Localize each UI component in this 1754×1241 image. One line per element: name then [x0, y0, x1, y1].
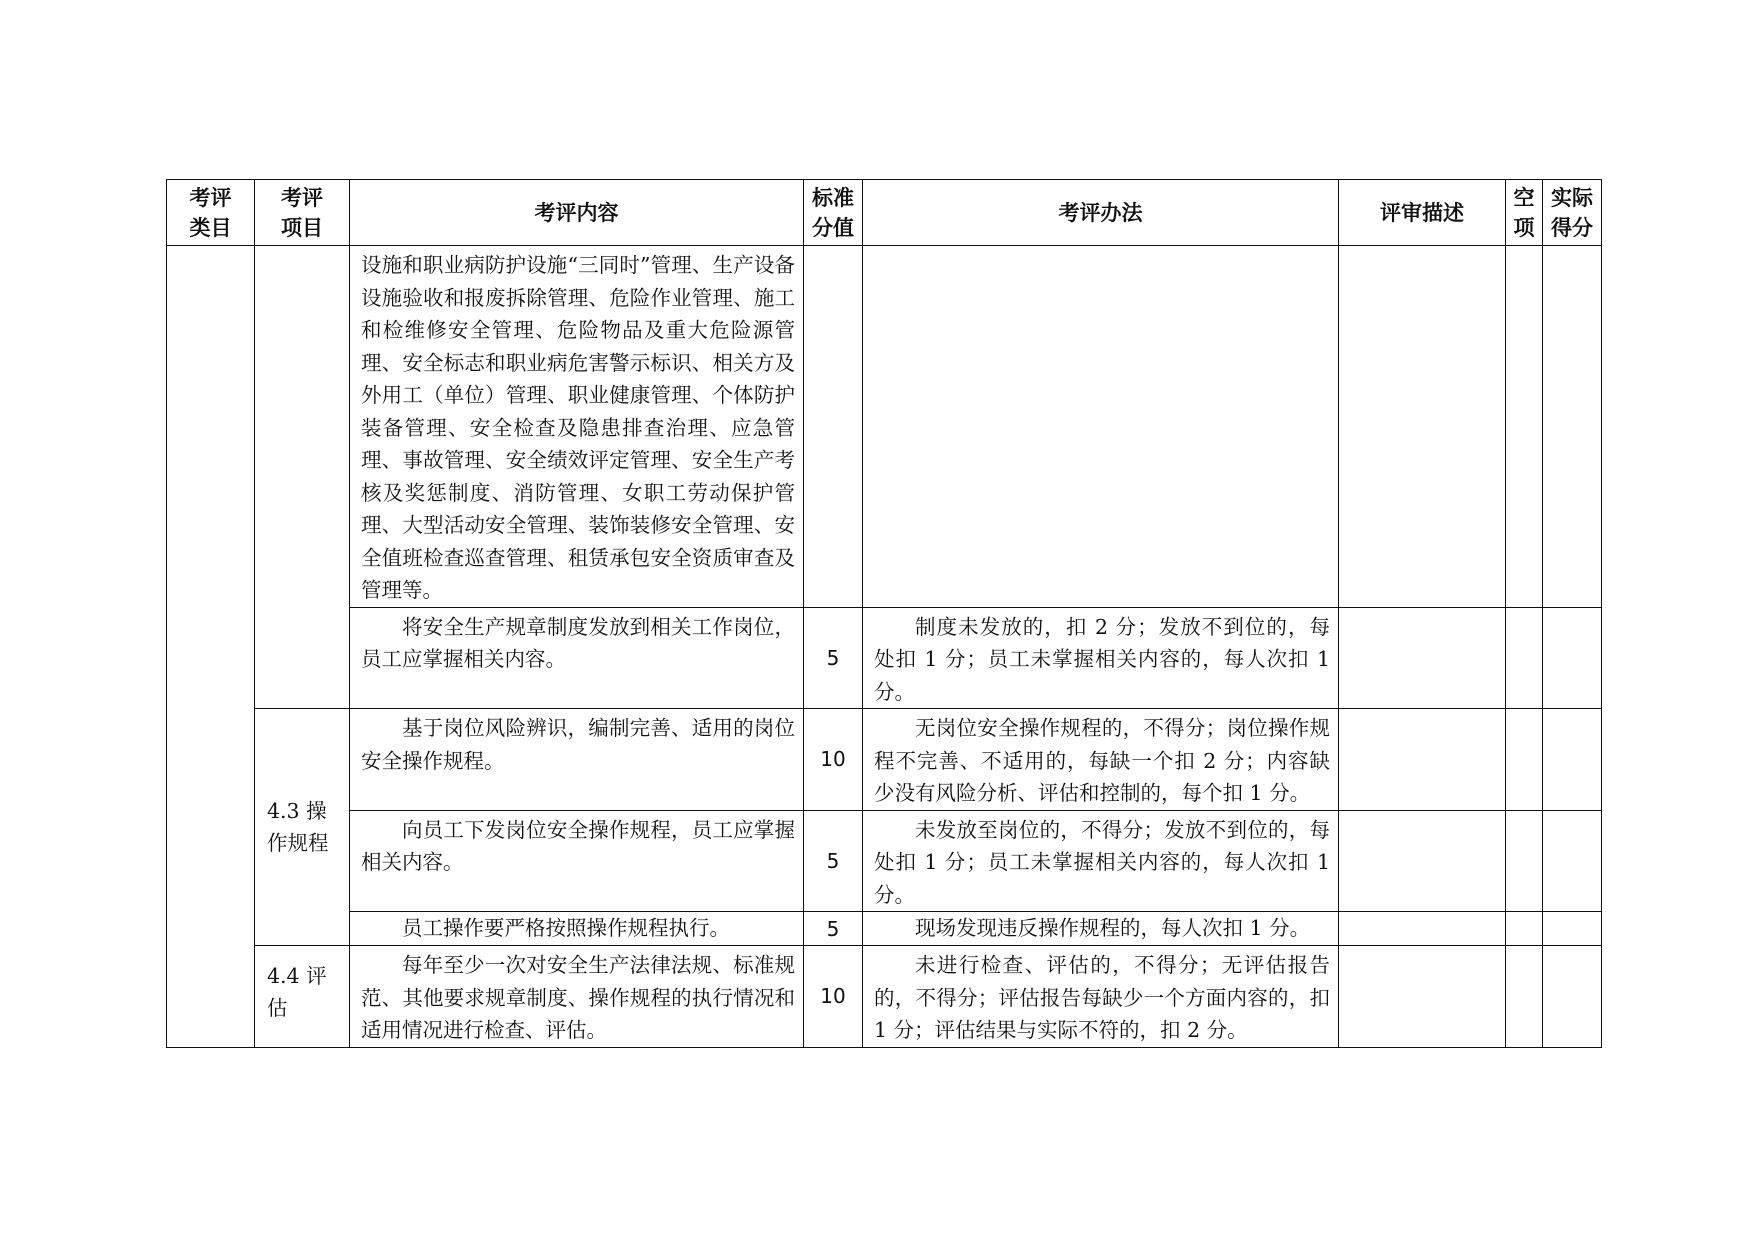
header-standard-score-label: 标准 分值 — [812, 185, 854, 240]
project-cell — [255, 246, 350, 709]
project-cell — [255, 709, 350, 946]
review-desc-cell[interactable] — [1339, 709, 1506, 811]
method-text: 制度未发放的，扣 2 分；发放不到位的，每处扣 1 分；员工未掌握相关内容的，每人次扣 1 分。 — [874, 614, 1330, 704]
header-category-label: 考评 类目 — [189, 185, 232, 240]
method-cell — [863, 912, 1339, 946]
content-text: 每年至少一次对安全生产法律法规、标准规范、其他要求规章制度、操作规程的执行情况和适用情况进行检查、评估。 — [361, 953, 795, 1042]
content-text: 员工操作要严格按照操作规程执行。 — [402, 916, 730, 940]
project-cell — [255, 946, 350, 1048]
actual-score-cell[interactable] — [1543, 946, 1602, 1048]
actual-score-cell[interactable] — [1543, 607, 1602, 709]
header-review-desc — [1339, 180, 1506, 246]
method-text: 现场发现违反操作规程的，每人次扣 1 分。 — [915, 916, 1311, 940]
method-cell — [863, 810, 1339, 912]
header-review-desc-label: 评审描述 — [1380, 200, 1464, 225]
actual-score-cell[interactable] — [1543, 709, 1602, 811]
evaluation-table — [166, 179, 1602, 1048]
method-cell — [863, 607, 1339, 709]
actual-score-cell[interactable] — [1543, 810, 1602, 912]
review-desc-cell[interactable] — [1339, 946, 1506, 1048]
review-desc-cell[interactable] — [1339, 607, 1506, 709]
content-cell — [350, 946, 804, 1048]
method-cell — [863, 709, 1339, 811]
header-method-label: 考评办法 — [1058, 200, 1143, 225]
table-row — [167, 246, 1602, 608]
table-row — [167, 607, 1602, 709]
table-row — [167, 912, 1602, 946]
method-text: 未进行检查、评估的，不得分；无评估报告的，不得分；评估报告每缺少一个方面内容的，扣 1 分；评估结果与实际不符的，扣 2 分。 — [874, 953, 1330, 1042]
score-cell: 5 — [804, 607, 863, 709]
review-desc-cell[interactable] — [1339, 246, 1506, 608]
content-text: 将安全生产规章制度发放到相关工作岗位，员工应掌握相关内容。 — [361, 614, 795, 671]
header-row — [167, 180, 1602, 246]
blank-cell[interactable] — [1506, 912, 1543, 946]
score-cell: 5 — [804, 810, 863, 912]
blank-cell[interactable] — [1506, 709, 1543, 811]
method-cell — [863, 946, 1339, 1048]
blank-cell[interactable] — [1506, 607, 1543, 709]
header-method — [863, 180, 1339, 246]
review-desc-cell[interactable] — [1339, 810, 1506, 912]
content-cell — [350, 810, 804, 912]
table-row — [167, 709, 1602, 811]
project-label: 4.4 评估 — [267, 964, 327, 1020]
method-text: 无岗位安全操作规程的，不得分；岗位操作规程不完善、不适用的，每缺一个扣 2 分；内容缺少没有风险分析、评估和控制的，每个扣 1 分。 — [874, 716, 1330, 805]
header-project-label: 考评 项目 — [281, 185, 323, 240]
header-blank-label: 空 项 — [1513, 185, 1535, 240]
score-cell: 5 — [804, 912, 863, 946]
blank-cell[interactable] — [1506, 946, 1543, 1048]
score-cell: 10 — [804, 709, 863, 811]
category-cell — [167, 246, 255, 1048]
header-blank — [1506, 180, 1543, 246]
method-text: 未发放至岗位的，不得分；发放不到位的，每处扣 1 分；员工未掌握相关内容的，每人次扣 1 分。 — [874, 817, 1330, 907]
table-row — [167, 946, 1602, 1048]
content-text: 向员工下发岗位安全操作规程，员工应掌握相关内容。 — [361, 817, 795, 874]
project-label: 4.3 操作规程 — [267, 799, 329, 855]
blank-cell[interactable] — [1506, 810, 1543, 912]
score-cell — [804, 246, 863, 608]
header-project — [255, 180, 350, 246]
header-category — [167, 180, 255, 246]
content-text: 设施和职业病防护设施“三同时”管理、生产设备设施验收和报废拆除管理、危险作业管理、施工和检维修安全管理、危险物品及重大危险源管理、安全标志和职业病危害警示标识、相关方及外用工（单位）管理、职业健康管理、个体防护装备管理、安全检查及隐患排查治理、应急管理、事故管理、安全绩效评定管理、安全生产考核及奖惩制度、消防管理、女职工劳动保护管理、大型活动安全管理、装饰装修安全管理、安全值班检查巡查管理、租赁承包安全资质审查及管理等。 — [361, 253, 795, 602]
blank-cell[interactable] — [1506, 246, 1543, 608]
table-row — [167, 810, 1602, 912]
method-cell — [863, 246, 1339, 608]
content-text: 基于岗位风险辨识，编制完善、适用的岗位安全操作规程。 — [361, 716, 795, 773]
content-cell — [350, 912, 804, 946]
header-content-label: 考评内容 — [534, 200, 619, 225]
method-text — [863, 246, 1338, 249]
header-actual-score — [1543, 180, 1602, 246]
actual-score-cell[interactable] — [1543, 246, 1602, 608]
header-standard-score — [804, 180, 863, 246]
content-cell — [350, 607, 804, 709]
header-actual-score-label: 实际 得分 — [1551, 185, 1593, 240]
header-content — [350, 180, 804, 246]
review-desc-cell[interactable] — [1339, 912, 1506, 946]
content-cell — [350, 246, 804, 608]
actual-score-cell[interactable] — [1543, 912, 1602, 946]
content-cell — [350, 709, 804, 811]
score-cell: 10 — [804, 946, 863, 1048]
